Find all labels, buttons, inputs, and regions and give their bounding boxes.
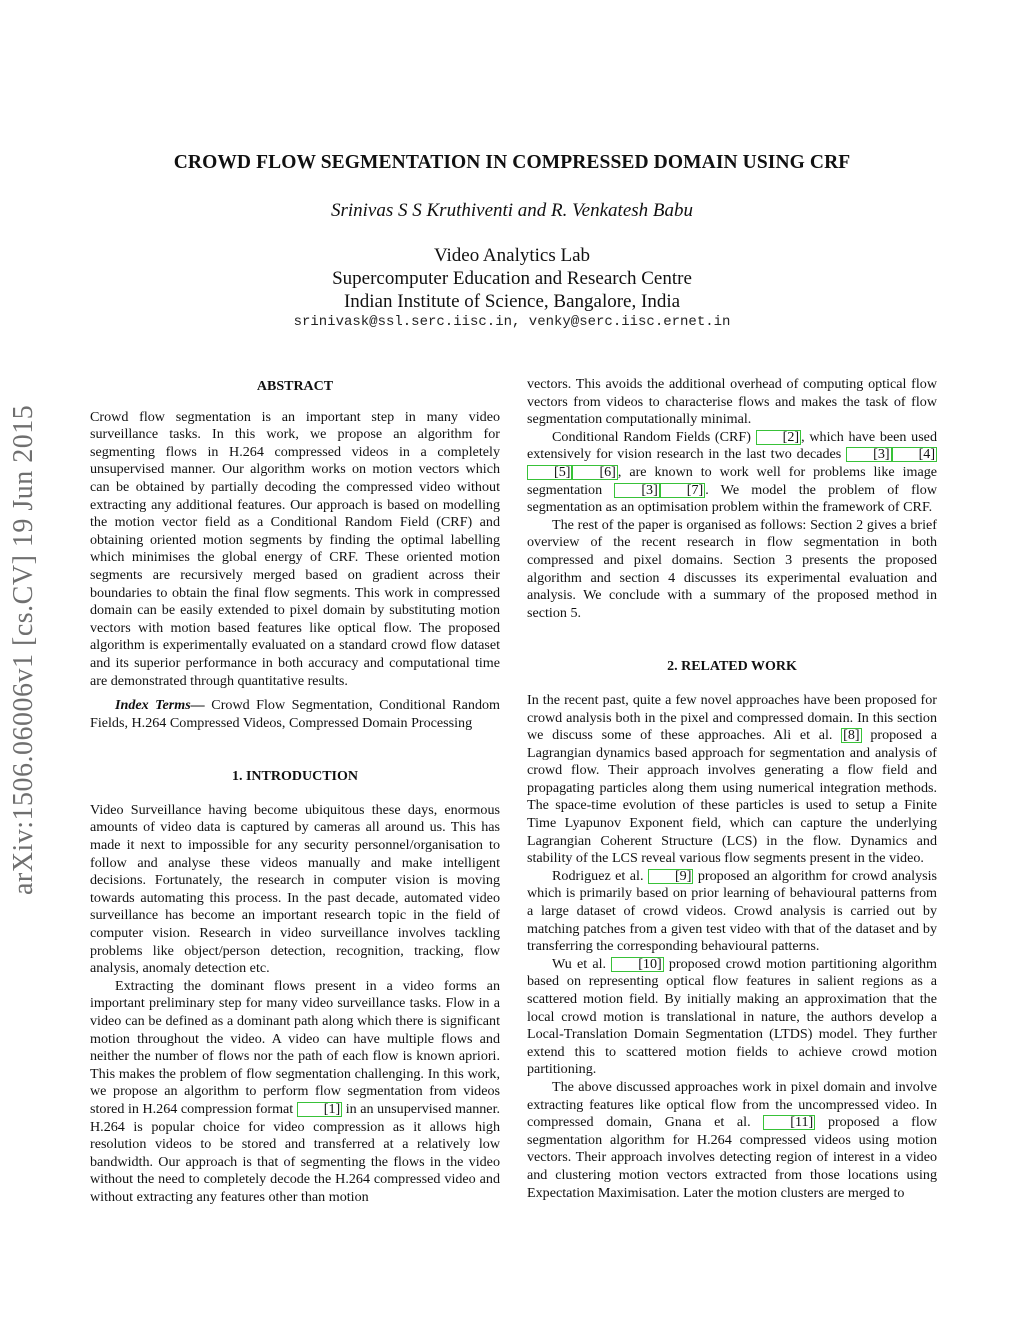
citation-link[interactable]: [4]: [892, 447, 937, 462]
intro-paragraph-2-text-b: in an unsupervised manner. H.264 is popular choice for video compression as it allows high resolution videos to be stored and transferred at a relatively low bandwidth. Our approach is that of segmenting the flows in the video without the need to completely decode the H.264 compressed video and without extracting any features other than motion: [90, 1100, 501, 1205]
related-work-heading: 2. RELATED WORK: [667, 659, 797, 675]
right-column: [527, 376, 937, 1202]
affiliation-lab: Video Analytics Lab: [433, 245, 591, 266]
index-terms: [90, 697, 500, 732]
citation-link[interactable]: [3]: [614, 483, 659, 498]
affiliation-institute: Indian Institute of Science, Bangalore, India: [343, 291, 681, 312]
citation-link[interactable]: [8]: [843, 727, 860, 744]
related-paragraph-3-text-a: Wu et al.: [552, 955, 607, 972]
citation-link[interactable]: [9]: [648, 869, 693, 884]
related-paragraph-1-text-a: In the recent past, quite a few novel approaches have been proposed for crowd analysis both in the pixel and compressed domain. In this section we discuss some of these approaches. Ali et al.: [527, 691, 937, 744]
intro-paragraph-4-text-c: , are known to work well for problems like image segmentation: [527, 463, 937, 498]
related-paragraph-1-text-b: proposed a Lagrangian dynamics based approach for segmentation and analysis of crowd flow. Their approach involves generating a flow field and propagating particles along them using numerical integration methods. The space-time evolution of these particles is used to setup a Finite Time Lyapunov Exponent field, which can capture the underlying Lagrangian Coherent Structure (LCS) in the flow. Dynamics and stability of the LCS reveal various flow segments present in the video.: [527, 727, 937, 867]
affiliation-centre: Supercomputer Education and Research Centre: [332, 268, 692, 289]
abstract-text: Crowd flow segmentation is an important step in many video surveillance tasks. In this work, we propose an algorithm for segmenting flows in H.264 compressed videos in a completely unsupervised manner. Our algorithm works on motion vectors which can be obtained by partially decoding the compressed video without extracting any additional features. Our approach is based on modelling the motion vector field as a Conditional Random Field (CRF) and obtaining oriented motion segments by finding the optimal labelling which minimises the global energy of CRF. These oriented motion segments are recursively merged based on gradient across their boundaries to obtain the final flow segments. This work in compressed domain can be easily extended to pixel domain by substituting motion vectors with motion based features like optical flow. The proposed algorithm is experimentally evaluated on a standard crowd flow dataset and its superior performance in both accuracy and computational time are demonstrated through quantitative results.: [90, 408, 500, 689]
abstract-heading: ABSTRACT: [256, 379, 334, 394]
related-paragraph-4: [527, 1079, 937, 1202]
affiliation: [100, 244, 924, 313]
intro-paragraph-4: [527, 429, 937, 517]
related-paragraph-2: [527, 868, 937, 956]
related-paragraph-2-text-b: proposed an algorithm for crowd analysis which is primarily based on prior learning of behavioural patterns from a large dataset of crowd videos. Crowd analysis is carried out by matching patches from a given test video with that of the dataset and by transferring the corresponding behavioural patterns.: [527, 867, 938, 955]
related-paragraph-4-text-b: proposed a flow segmentation algorithm for H.264 compressed videos using motion vectors. Their approach involves detecting region of interest in a video and clustering motion vectors extracted from those locations using Expectation Maximisation. Later the motion clusters are merged to: [527, 1114, 938, 1201]
related-paragraph-4-text-a: The above discussed approaches work in pixel domain and involve extracting features like optical flow from the uncompressed video. In compressed domain, Gnana et al.: [527, 1078, 937, 1131]
intro-paragraph-3: vectors. This avoids the additional overhead of computing optical flow vectors from videos to characterise flows and makes the task of flow segmentation computationally minimal.: [527, 376, 937, 428]
citation-link[interactable]: [7]: [660, 483, 705, 498]
intro-paragraph-2: [90, 978, 500, 1207]
citation-link[interactable]: [6]: [572, 465, 617, 480]
citation-link[interactable]: [2]: [756, 430, 801, 445]
citation-link[interactable]: [10]: [611, 957, 663, 972]
intro-paragraph-4-text-d: . We model the problem of flow segmentation as an optimisation problem within the framework of CRF.: [527, 481, 937, 516]
paper-authors: Srinivas S S Kruthiventi and R. Venkatesh Babu: [330, 200, 693, 221]
paper-title: CROWD FLOW SEGMENTATION IN COMPRESSED DOMAIN USING CRF: [173, 152, 851, 173]
index-terms-label: Index Terms—: [115, 697, 205, 714]
index-terms-text: Crowd Flow Segmentation, Conditional Random Fields, H.264 Compressed Videos, Compressed Domain Processing: [90, 697, 500, 731]
related-paragraph-3-text-b: proposed crowd motion partitioning algorithm based on representing optical flow features in salient regions as a scattered motion field. By initially making an approximation that the local crowd motion is translational in nature, the authors develop a Local-Translation Domain Segmentation (LTDS) model. They further extend this to scattered motion fields to achieve crowd motion partitioning.: [527, 955, 937, 1078]
arxiv-identifier: arXiv:1506.06006v1 [cs.CV] 19 Jun 2015: [8, 404, 39, 896]
left-column: [90, 376, 500, 1207]
related-paragraph-1: [527, 692, 937, 868]
intro-paragraph-5: The rest of the paper is organised as follows: Section 2 gives a brief overview of the recent research in flow segmentation in both compressed and pixel domains. Section 3 presents the proposed algorithm and section 4 discusses its experimental evaluation and analysis. We conclude with a summary of the proposed method in section 5.: [527, 516, 937, 621]
introduction-heading: 1. INTRODUCTION: [231, 769, 358, 785]
intro-paragraph-2-text-a: Extracting the dominant flows present in a video forms an important preliminary step for many video surveillance tasks. Flow in a video can be defined as a dominant path along which there is significant motion throughout the video. A video can have multiple flows and neither the number of flows nor the path of each flow is known apriori. This makes the problem of flow segmentation challenging. In this work, we propose an algorithm to perform flow segmentation from videos stored in H.264 compression format: [90, 977, 500, 1117]
citation-link[interactable]: [11]: [763, 1115, 815, 1130]
intro-paragraph-4-text-b: , which have been used extensively for vision research in the last two decades: [527, 428, 937, 463]
author-emails: srinivask@ssl.serc.iisc.in, venky@serc.iisc.ernet.in: [293, 314, 731, 330]
citation-link[interactable]: [5]: [527, 465, 572, 480]
intro-paragraph-4-text-a: Conditional Random Fields (CRF): [552, 428, 751, 445]
intro-paragraph-1: Video Surveillance having become ubiquitous these days, enormous amounts of video data is captured by cameras all around us. This has made it next to impossible for any security personnel/organisation to follow and analyse these videos manually and make intelligent decisions. Fortunately, the research in computer vision is moving towards automating this process. In the past decade, automated video surveillance has become an important research topic in the field of computer vision. Research in video surveillance involves tackling problems like object/person detection, recognition, tracking, flow analysis, anomaly detection etc.: [90, 801, 500, 977]
related-paragraph-2-text-a: Rodriguez et al.: [552, 867, 644, 884]
related-paragraph-3: [527, 956, 937, 1079]
citation-link[interactable]: [1]: [297, 1102, 342, 1117]
citation-link[interactable]: [3]: [846, 447, 891, 462]
